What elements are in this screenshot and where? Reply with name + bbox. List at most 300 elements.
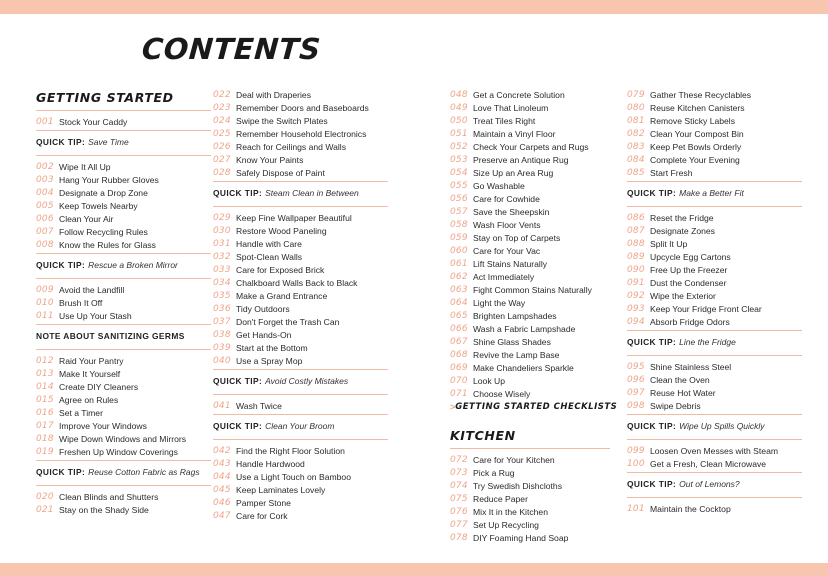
entry-label: Find the Right Floor Solution [236,445,345,456]
entry-label: Lift Stains Naturally [473,258,548,269]
entry-label: Care for Exposed Brick [236,264,325,275]
toc-entry[interactable] [36,503,211,516]
entry-label: Tidy Outdoors [236,303,290,314]
toc-entry[interactable] [450,192,610,205]
toc-entry[interactable] [627,153,802,166]
entry-number: 078 [450,532,468,543]
entry-number: 101 [627,503,645,514]
toc-entry[interactable] [627,88,802,101]
entry-label: Chalkboard Walls Back to Black [236,277,358,288]
toc-entry[interactable] [450,166,610,179]
toc-entry[interactable] [213,153,388,166]
toc-entry[interactable] [450,466,610,479]
entry-label: Treat Tiles Right [473,115,536,126]
toc-entry[interactable] [213,302,388,315]
entry-number: 032 [213,251,231,262]
entry-list [213,444,388,522]
entry-number: 030 [213,225,231,236]
toc-entry[interactable] [627,276,802,289]
toc-entry[interactable] [213,237,388,250]
toc-entry[interactable] [36,380,211,393]
page-title: CONTENTS [140,32,322,66]
entry-label: Shine Glass Shades [473,336,551,347]
toc-entry[interactable] [450,374,610,387]
toc-entry[interactable] [213,483,388,496]
entry-label: Create DIY Cleaners [59,381,139,392]
entry-number: 049 [450,102,468,113]
toc-entry[interactable] [213,399,388,412]
entry-label: Designate Zones [650,225,715,236]
entry-list [36,490,211,516]
toc-entry[interactable] [36,309,211,322]
entry-number: 033 [213,264,231,275]
entry-label: Dust the Condenser [650,277,727,288]
toc-entry[interactable] [36,445,211,458]
entry-number: 077 [450,519,468,530]
entry-label: Clean the Oven [650,374,710,385]
spacer [450,413,610,426]
toc-entry[interactable] [627,166,802,179]
quick-tip-text: Steam Clean in Between [265,188,359,198]
entry-number: 089 [627,251,645,262]
quick-tip-label: QUICK TIP: [36,260,86,270]
entry-number: 028 [213,167,231,178]
entry-label: Shine Stainless Steel [650,361,732,372]
toc-entry[interactable] [450,309,610,322]
entry-number: 060 [450,245,468,256]
toc-entry[interactable] [36,225,211,238]
quick-tip-text: Line the Fridge [679,337,736,347]
entry-label: Try Swedish Dishcloths [473,480,562,491]
entry-number: 008 [36,239,54,250]
entry-list [213,399,388,412]
toc-entry[interactable] [213,354,388,367]
toc-entry[interactable] [450,322,610,335]
entry-label: Stock Your Caddy [59,116,128,127]
entry-label: Preserve an Antique Rug [473,154,569,165]
entry-label: Absorb Fridge Odors [650,316,730,327]
toc-entry[interactable] [213,88,388,101]
entry-number: 002 [36,161,54,172]
entry-number: 065 [450,310,468,321]
toc-entry[interactable] [36,419,211,432]
toc-entry[interactable] [36,173,211,186]
toc-entry[interactable] [450,296,610,309]
toc-entry[interactable] [627,224,802,237]
toc-entry[interactable] [627,373,802,386]
entry-label: Restore Wood Paneling [236,225,327,236]
entry-number: 013 [36,368,54,379]
toc-entry[interactable] [213,114,388,127]
entry-number: 024 [213,115,231,126]
toc-column-1 [36,88,211,516]
toc-entry[interactable] [450,127,610,140]
toc-entry[interactable] [450,218,610,231]
entry-number: 022 [213,89,231,100]
entry-label: Deal with Draperies [236,89,311,100]
toc-column-2 [213,88,388,522]
quick-tip-text: Out of Lemons? [679,479,740,489]
entry-number: 097 [627,387,645,398]
toc-entry[interactable] [627,360,802,373]
quick-tip-text: Avoid Costly Mistakes [265,376,349,386]
toc-entry[interactable] [627,386,802,399]
entry-number: 054 [450,167,468,178]
entry-number: 005 [36,200,54,211]
toc-entry[interactable] [627,101,802,114]
entry-label: Loosen Oven Messes with Steam [650,445,779,456]
quick-tip-text: Clean Your Broom [265,421,335,431]
entry-label: Know the Rules for Glass [59,239,156,250]
entry-label: Free Up the Freezer [650,264,728,275]
entry-label: Remember Household Electronics [236,128,367,139]
toc-entry[interactable] [213,496,388,509]
toc-column-4 [627,88,802,515]
toc-entry[interactable] [450,361,610,374]
entry-label: Make It Yourself [59,368,121,379]
entry-label: Don't Forget the Trash Can [236,316,340,327]
toc-entry[interactable] [450,270,610,283]
entry-label: Hang Your Rubber Gloves [59,174,159,185]
toc-entry[interactable] [36,393,211,406]
divider [36,110,211,111]
toc-entry[interactable] [627,289,802,302]
entry-label: Brighten Lampshades [473,310,557,321]
toc-entry[interactable] [627,457,802,470]
entry-label: Save the Sheepskin [473,206,550,217]
quick-tip-label: QUICK TIP: [627,421,677,431]
entry-label: Swipe Debris [650,400,701,411]
quick-tip-label: QUICK TIP: [213,376,263,386]
toc-entry[interactable] [213,250,388,263]
note-heading: NOTE ABOUT SANITIZING GERMS [36,331,185,341]
entry-number: 094 [627,316,645,327]
entry-number: 053 [450,154,468,165]
top-color-band [0,0,828,14]
toc-entry[interactable] [36,212,211,225]
entry-number: 071 [450,388,468,399]
entry-label: Raid Your Pantry [59,355,124,366]
toc-entry[interactable] [627,127,802,140]
toc-entry[interactable] [213,457,388,470]
entry-list [213,88,388,179]
entry-list [213,211,388,367]
toc-entry[interactable] [627,114,802,127]
entry-label: Keep Your Fridge Front Clear [650,303,762,314]
toc-entry[interactable] [36,490,211,503]
entry-number: 062 [450,271,468,282]
entry-number: 090 [627,264,645,275]
entry-number: 080 [627,102,645,113]
toc-entry[interactable] [627,399,802,412]
toc-entry[interactable] [36,160,211,173]
entry-label: Designate a Drop Zone [59,187,148,198]
toc-entry[interactable] [450,205,610,218]
entry-number: 042 [213,445,231,456]
bottom-color-band [0,563,828,576]
entry-number: 093 [627,303,645,314]
quick-tip-label: QUICK TIP: [213,421,263,431]
entry-label: Revive the Lamp Base [473,349,560,360]
entry-number: 063 [450,284,468,295]
quick-tip-label: QUICK TIP: [213,188,263,198]
entry-number: 016 [36,407,54,418]
toc-entry[interactable] [450,114,610,127]
entry-label: Stay on Top of Carpets [473,232,561,243]
entry-number: 074 [450,480,468,491]
entry-label: Freshen Up Window Coverings [59,446,178,457]
entry-number: 007 [36,226,54,237]
section-heading-getting-started: GETTING STARTED [36,90,174,105]
quick-tip-label: QUICK TIP: [36,467,86,477]
toc-column-3 [450,88,618,544]
entry-number: 067 [450,336,468,347]
toc-entry[interactable] [627,237,802,250]
entry-list [450,453,610,544]
toc-entry[interactable] [450,505,610,518]
entry-number: 055 [450,180,468,191]
toc-entry[interactable] [450,140,610,153]
divider [627,439,802,440]
quick-tip [627,331,802,353]
toc-entry[interactable] [213,276,388,289]
toc-entry[interactable] [450,179,610,192]
entry-number: 095 [627,361,645,372]
entry-label: Split It Up [650,238,688,249]
toc-entry[interactable] [450,231,610,244]
toc-entry[interactable] [213,211,388,224]
entry-number: 073 [450,467,468,478]
entry-label: Use a Spray Mop [236,355,303,366]
toc-entry[interactable] [213,444,388,457]
entry-number: 052 [450,141,468,152]
entry-label: Reset the Fridge [650,212,714,223]
toc-entry[interactable] [450,492,610,505]
toc-entry[interactable] [450,335,610,348]
entry-list [450,88,610,400]
entry-number: 020 [36,491,54,502]
entry-list [36,283,211,322]
entry-number: 041 [213,400,231,411]
entry-label: Spot-Clean Walls [236,251,303,262]
entry-number: 047 [213,510,231,521]
toc-entry[interactable] [36,296,211,309]
entry-list [627,444,802,470]
entry-label: Avoid the Landfill [59,284,125,295]
entry-label: Mix It in the Kitchen [473,506,548,517]
toc-entry[interactable] [36,406,211,419]
entry-number: 084 [627,154,645,165]
entry-label: Upcycle Egg Cartons [650,251,731,262]
entry-label: Agree on Rules [59,394,119,405]
entry-number: 096 [627,374,645,385]
entry-number: 027 [213,154,231,165]
toc-entry[interactable] [213,140,388,153]
entry-label: Start at the Bottom [236,342,308,353]
entry-number: 029 [213,212,231,223]
toc-entry[interactable] [627,302,802,315]
toc-entry[interactable] [213,289,388,302]
toc-entry[interactable] [450,283,610,296]
entry-number: 056 [450,193,468,204]
toc-entry[interactable] [627,250,802,263]
toc-entry[interactable] [450,257,610,270]
entry-number: 031 [213,238,231,249]
entry-label: Care for Cork [236,510,288,521]
entry-label: Reduce Paper [473,493,528,504]
entry-label: Get a Concrete Solution [473,89,565,100]
quick-tip-text: Wipe Up Spills Quickly [679,421,765,431]
divider [36,278,211,279]
toc-entry[interactable] [450,518,610,531]
entry-number: 036 [213,303,231,314]
entry-label: Size Up an Area Rug [473,167,554,178]
entry-label: Handle Hardwood [236,458,305,469]
entry-number: 050 [450,115,468,126]
checklist-link[interactable] [450,400,618,413]
entry-number: 021 [36,504,54,515]
toc-entry[interactable] [36,115,211,128]
toc-entry[interactable] [450,531,610,544]
quick-tip [213,415,388,437]
toc-entry[interactable] [36,186,211,199]
quick-tip [213,182,388,204]
entry-number: 069 [450,362,468,373]
toc-entry[interactable] [627,502,802,515]
entry-label: Wipe Down Windows and Mirrors [59,433,187,444]
entry-number: 004 [36,187,54,198]
entry-label: Keep Fine Wallpaper Beautiful [236,212,352,223]
toc-entry[interactable] [627,140,802,153]
toc-entry[interactable] [213,263,388,276]
quick-tip-label: QUICK TIP: [627,479,677,489]
toc-entry[interactable] [627,315,802,328]
divider [450,448,610,449]
divider [627,206,802,207]
toc-entry[interactable] [213,224,388,237]
entry-label: Clean Blinds and Shutters [59,491,159,502]
toc-entry[interactable] [627,444,802,457]
entry-number: 025 [213,128,231,139]
toc-entry[interactable] [213,341,388,354]
entry-number: 075 [450,493,468,504]
entry-list [627,360,802,412]
quick-tip [627,415,802,437]
entry-number: 015 [36,394,54,405]
quick-tip [627,182,802,204]
toc-entry[interactable] [627,263,802,276]
entry-label: Wash Floor Vents [473,219,541,230]
entry-label: Care for Your Vac [473,245,541,256]
entry-number: 011 [36,310,54,321]
entry-number: 085 [627,167,645,178]
entry-label: Fight Common Stains Naturally [473,284,592,295]
entry-number: 083 [627,141,645,152]
toc-entry[interactable] [450,453,610,466]
toc-entry[interactable] [36,238,211,251]
entry-number: 038 [213,329,231,340]
entry-number: 070 [450,375,468,386]
toc-entry[interactable] [450,479,610,492]
entry-list [36,160,211,251]
toc-entry[interactable] [213,315,388,328]
entry-label: Safely Dispose of Paint [236,167,325,178]
toc-entry[interactable] [213,101,388,114]
entry-number: 066 [450,323,468,334]
toc-entry[interactable] [450,244,610,257]
divider [213,394,388,395]
entry-number: 046 [213,497,231,508]
entry-label: Check Your Carpets and Rugs [473,141,589,152]
entry-label: Know Your Paints [236,154,304,165]
entry-label: Brush It Off [59,297,103,308]
entry-number: 010 [36,297,54,308]
toc-entry[interactable] [450,387,610,400]
toc-entry[interactable] [627,211,802,224]
quick-tip-text: Save Time [88,137,129,147]
entry-number: 040 [213,355,231,366]
entry-label: Use Up Your Stash [59,310,132,321]
toc-entry[interactable] [450,153,610,166]
quick-tip [213,370,388,392]
entry-number: 045 [213,484,231,495]
entry-label: Maintain a Vinyl Floor [473,128,556,139]
entry-number: 092 [627,290,645,301]
section-heading-kitchen: KITCHEN [450,428,516,443]
toc-entry[interactable] [213,470,388,483]
quick-tip [36,461,211,483]
toc-entry[interactable] [450,101,610,114]
entry-label: Care for Cowhide [473,193,540,204]
entry-label: Wipe It All Up [59,161,111,172]
entry-label: Clean Your Air [59,213,114,224]
entry-number: 043 [213,458,231,469]
entry-number: 006 [36,213,54,224]
toc-entry[interactable] [36,283,211,296]
entry-label: Get Hands-On [236,329,292,340]
entry-number: 023 [213,102,231,113]
quick-tip-text: Make a Better Fit [679,188,744,198]
toc-entry[interactable] [450,348,610,361]
entry-label: Choose Wisely [473,388,531,399]
toc-entry[interactable] [36,354,211,367]
entry-number: 051 [450,128,468,139]
entry-label: Wash a Fabric Lampshade [473,323,576,334]
entry-label: Start Fresh [650,167,693,178]
divider [627,497,802,498]
arrow-icon: > [450,401,456,412]
toc-entry[interactable] [36,432,211,445]
toc-entry[interactable] [213,166,388,179]
divider [36,155,211,156]
toc-entry[interactable] [36,199,211,212]
entry-label: Set Up Recycling [473,519,539,530]
entry-number: 001 [36,116,54,127]
entry-number: 082 [627,128,645,139]
toc-entry[interactable] [213,328,388,341]
entry-label: Gather These Recyclables [650,89,752,100]
toc-entry[interactable] [213,509,388,522]
toc-entry[interactable] [450,88,610,101]
toc-entry[interactable] [36,367,211,380]
entry-number: 079 [627,89,645,100]
entry-number: 098 [627,400,645,411]
entry-label: Improve Your Windows [59,420,147,431]
quick-tip-label: QUICK TIP: [36,137,86,147]
toc-entry[interactable] [213,127,388,140]
entry-number: 064 [450,297,468,308]
entry-number: 088 [627,238,645,249]
